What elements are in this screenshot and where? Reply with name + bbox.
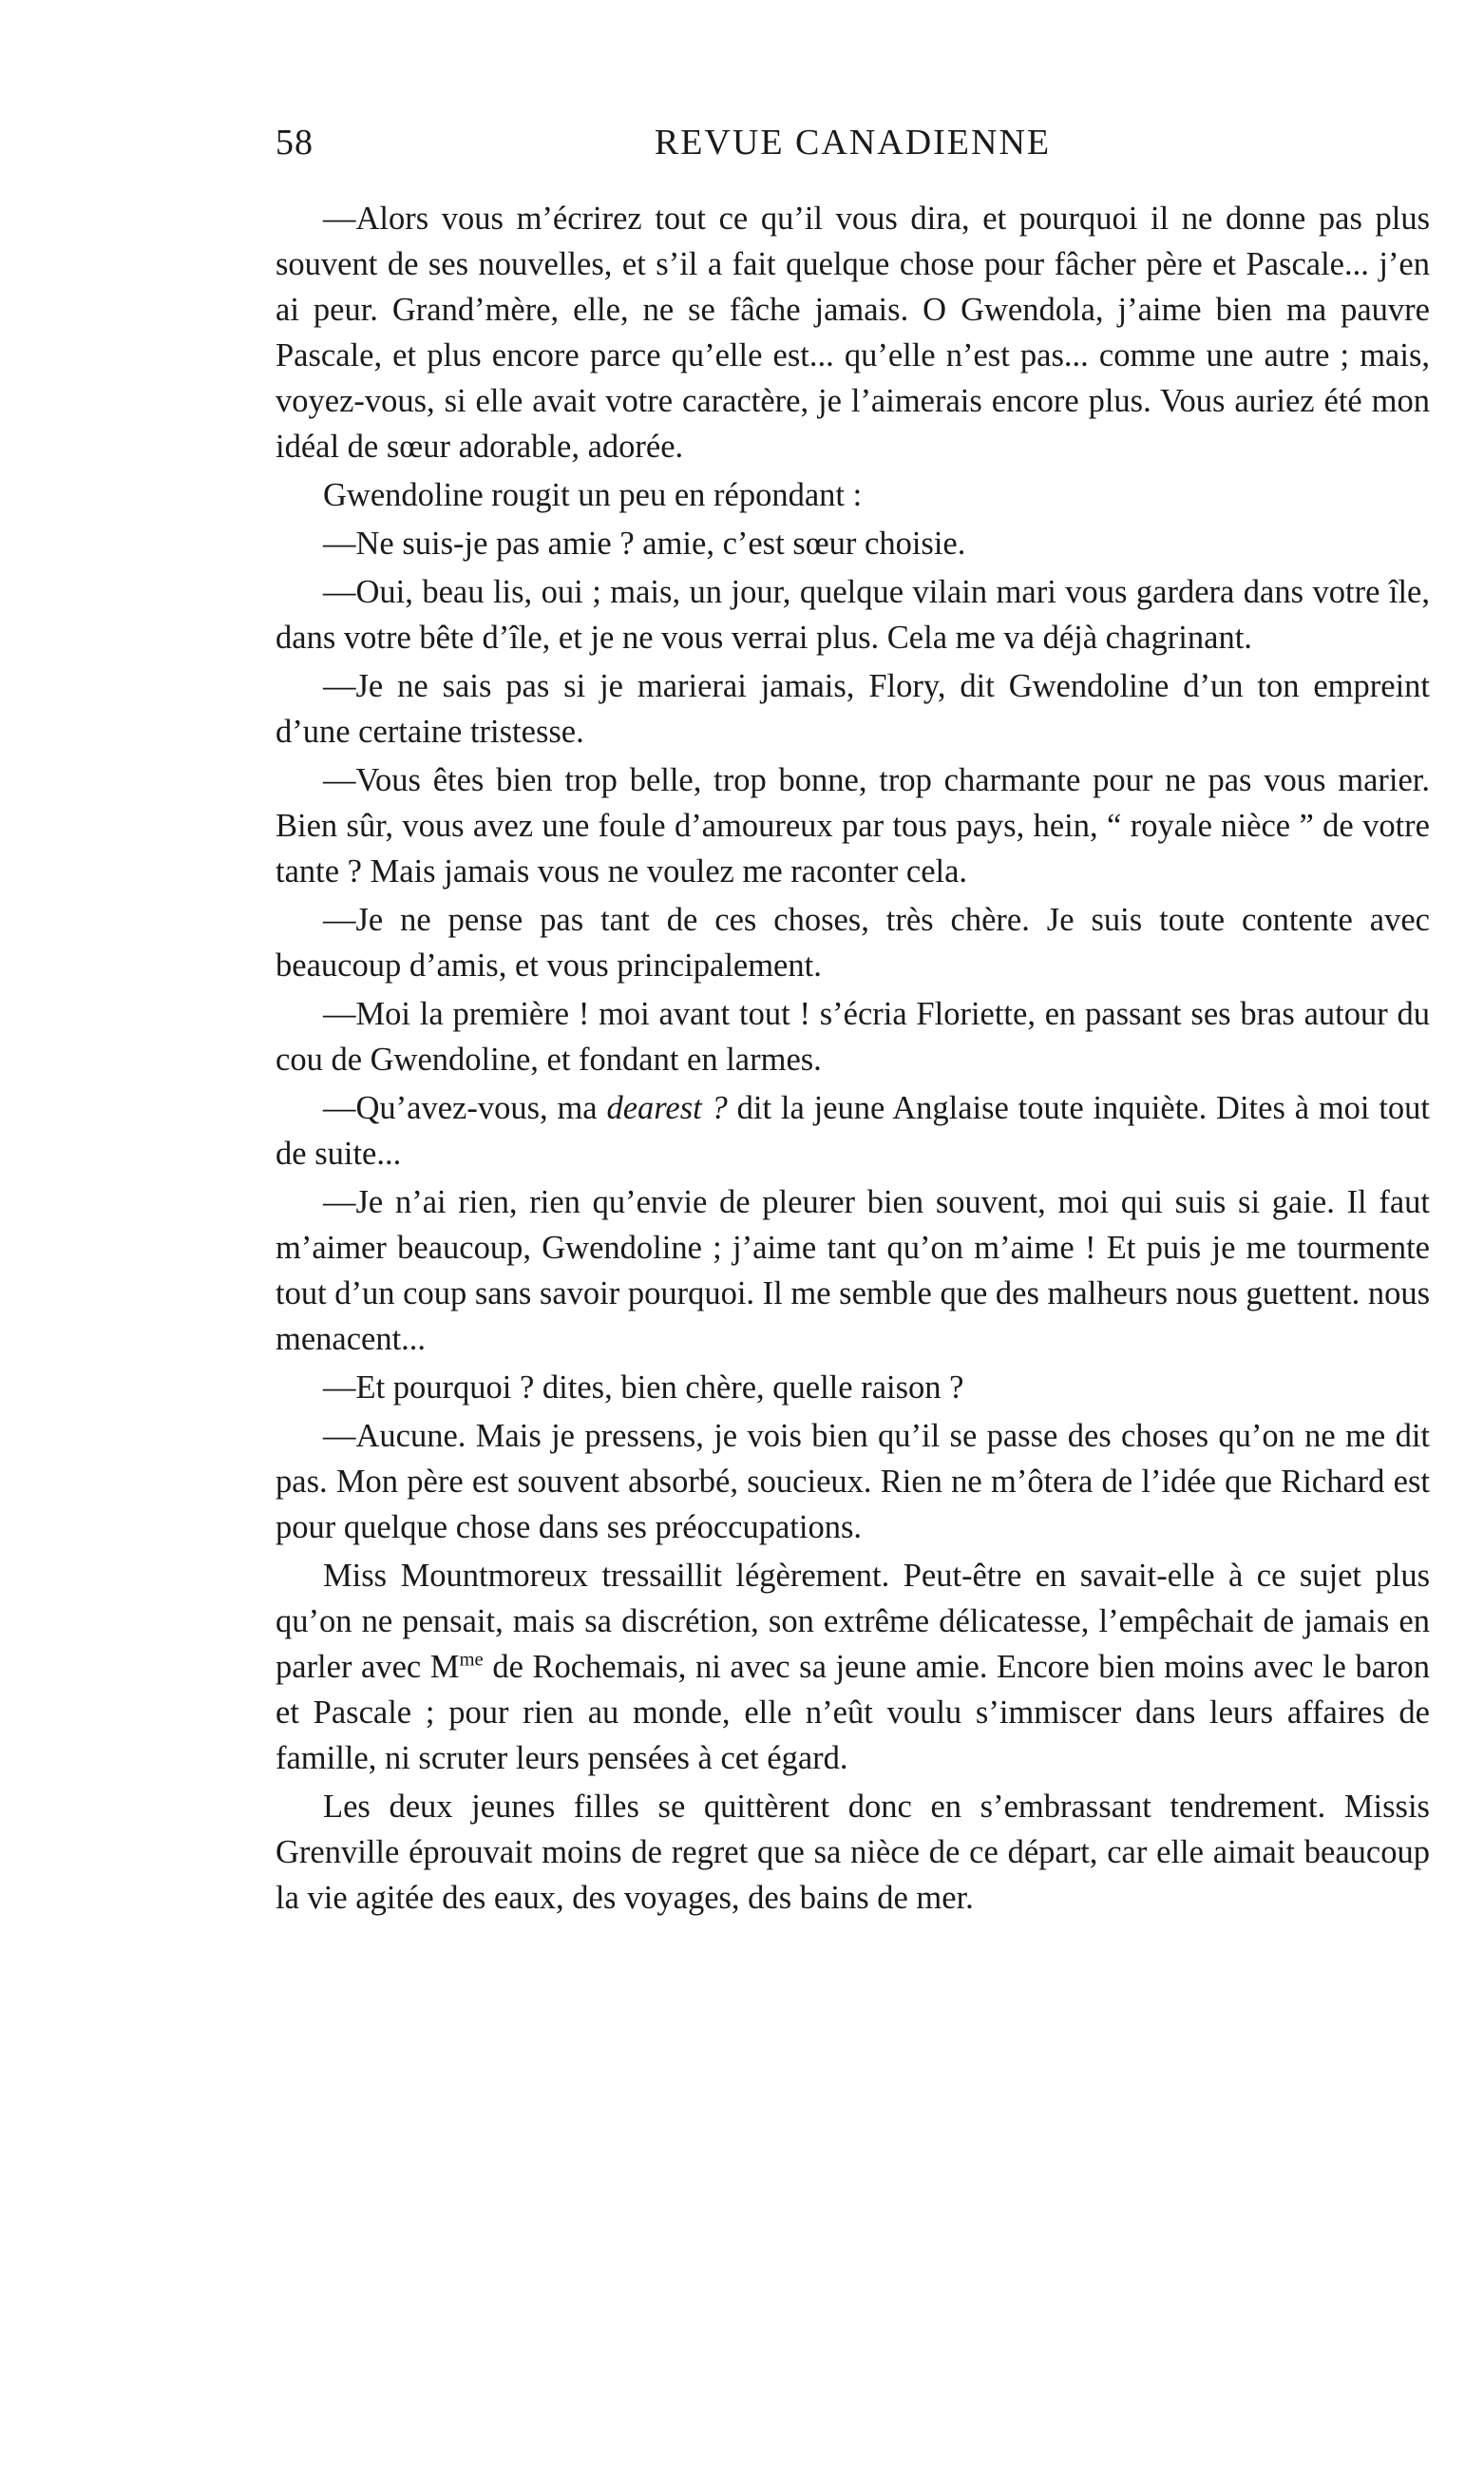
- paragraph-text: Miss Mountmoreux tressaillit légèrement. Peut-être en savait-elle à ce sujet plus qu’on ne pensait, mais sa discrétion, son extrême délicatesse, l’empêchait de jamais en parler avec M: [276, 1558, 1430, 1685]
- running-title: REVUE CANADIENNE: [654, 123, 1052, 163]
- paragraph-text: de Rochemais, ni avec sa jeune amie. Encore bien moins avec le baron et Pascale ; pour rien au monde, elle n’eût voulu s’immiscer dans leurs affaires de famille, ni scruter leurs pensées à cet égard.: [276, 1649, 1430, 1776]
- paragraph: Les deux jeunes filles se quittèrent donc en s’embrassant tendrement. Missis Grenville éprouvait moins de regret que sa nièce de ce départ, car elle aimait beaucoup la vie agitée des eaux, des voyages, des bains de mer.: [276, 1789, 1430, 1916]
- paragraph: —Je ne pense pas tant de ces choses, très chère. Je suis toute contente avec beaucoup d’amis, et vous principalement.: [276, 902, 1430, 984]
- paragraph: —Et pourquoi ? dites, bien chère, quelle raison ?: [323, 1369, 964, 1406]
- page-number: 58: [276, 123, 314, 163]
- italic-word: dearest ?: [606, 1090, 728, 1126]
- paragraph: —Ne suis-je pas amie ? amie, c’est sœur choisie.: [323, 526, 966, 562]
- superscript-abbreviation: me: [459, 1649, 484, 1671]
- paragraph: —Je n’ai rien, rien qu’envie de pleurer bien souvent, moi qui suis si gaie. Il faut m’aimer beaucoup, Gwendoline ; j’aime tant qu’on m’aime ! Et puis je me tourmente tout d’un coup sans savoir pourquoi. Il me semble que des malheurs nous guettent. nous menacent...: [276, 1184, 1430, 1357]
- paragraph: —Moi la première ! moi avant tout ! s’écria Floriette, en passant ses bras autour du cou de Gwendoline, et fondant en larmes.: [276, 996, 1430, 1078]
- body-text: [276, 196, 1430, 1921]
- paragraph: —Alors vous m’écrirez tout ce qu’il vous dira, et pourquoi il ne donne pas plus souvent de ses nouvelles, et s’il a fait quelque chose pour fâcher père et Pascale... j’en ai peur. Grand’mère, elle, ne se fâche jamais. O Gwendola, j’aime bien ma pauvre Pascale, et plus encore parce qu’elle est... qu’elle n’est pas... comme une autre ; mais, voyez-vous, si elle avait votre caractère, je l’aimerais encore plus. Vous auriez été mon idéal de sœur adorable, adorée.: [276, 201, 1430, 465]
- paragraph: Gwendoline rougit un peu en répondant :: [323, 477, 863, 513]
- paragraph: —Oui, beau lis, oui ; mais, un jour, quelque vilain mari vous gardera dans votre île, dans votre bête d’île, et je ne vous verrai plus. Cela me va déjà chagrinant.: [276, 574, 1430, 656]
- paragraph: [276, 1553, 1430, 1781]
- paragraph-text: dit la jeune Anglaise toute inquiète. Dites à moi tout de suite...: [276, 1090, 1430, 1172]
- paragraph-text: —Qu’avez-vous, ma: [323, 1090, 607, 1126]
- page-header: [276, 122, 1430, 169]
- paragraph: [276, 1085, 1430, 1177]
- paragraph: —Vous êtes bien trop belle, trop bonne, trop charmante pour ne pas vous marier. Bien sûr, vous avez une foule d’amoureux par tous pays, hein, “ royale nièce ” de votre tante ? Mais jamais vous ne voulez me raconter cela.: [276, 762, 1430, 890]
- paragraph: —Je ne sais pas si je marierai jamais, Flory, dit Gwendoline d’un ton empreint d’une certaine tristesse.: [276, 668, 1430, 750]
- paragraph: —Aucune. Mais je pressens, je vois bien qu’il se passe des choses qu’on ne me dit pas. Mon père est souvent absorbé, soucieux. Rien ne m’ôtera de l’idée que Richard est pour quelque chose dans ses préoccupations.: [276, 1418, 1430, 1545]
